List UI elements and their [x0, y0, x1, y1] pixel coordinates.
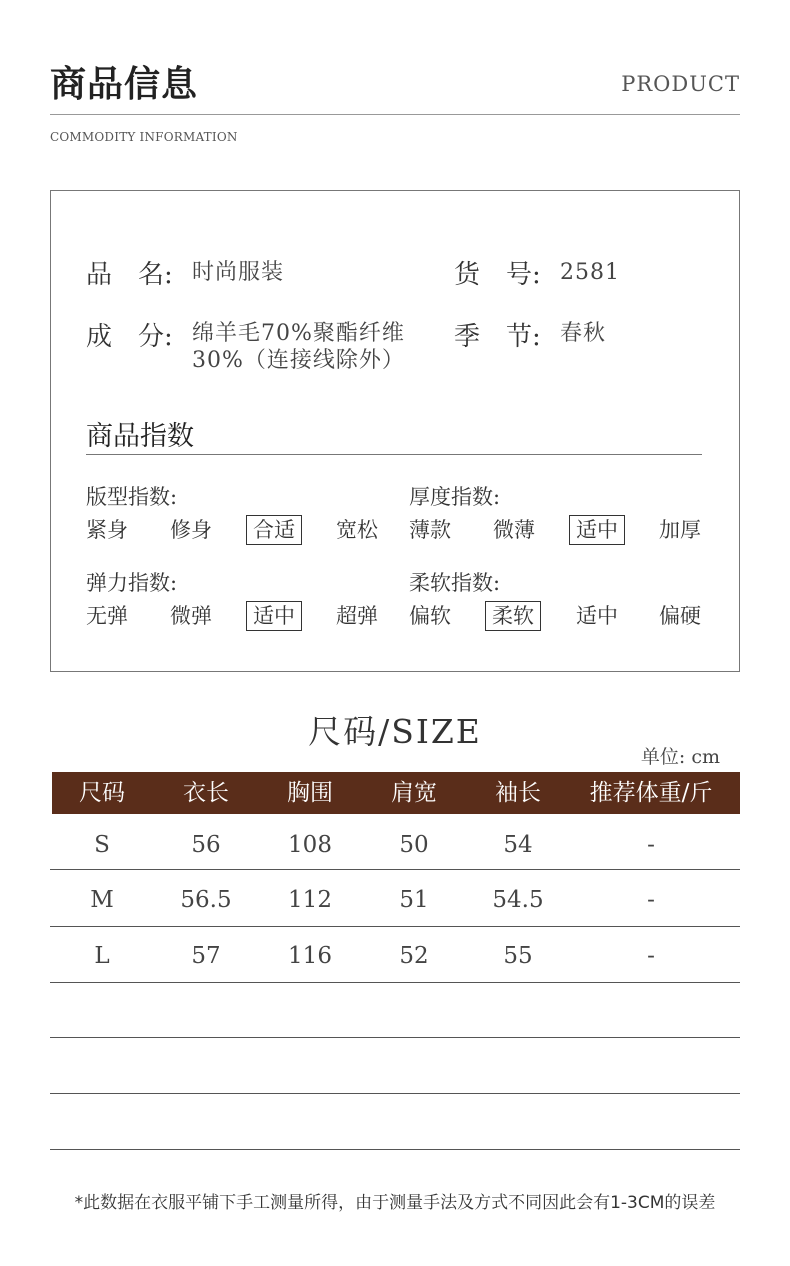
page-title: 商品信息: [50, 63, 199, 105]
header-cell: 肩宽: [391, 780, 437, 806]
table-cell: -: [647, 943, 655, 969]
row-divider: [50, 982, 740, 983]
header-cell: 袖长: [495, 780, 541, 806]
header-cell: 推荐体重/斤: [589, 780, 713, 806]
table-cell: 57: [191, 943, 221, 969]
table-cell: 55: [503, 943, 533, 969]
product-label: PRODUCT: [621, 72, 740, 96]
item-no-value: 2581: [560, 260, 620, 285]
fit-option: 修身: [170, 518, 212, 542]
index-divider: [86, 454, 702, 455]
softness-option: 适中: [576, 604, 618, 628]
composition-label: 成 分:: [86, 322, 173, 352]
header-cell: 衣长: [183, 780, 229, 806]
table-cell: 56.5: [180, 887, 232, 913]
softness-option-selected: 柔软: [485, 601, 541, 631]
row-divider: [50, 1149, 740, 1150]
table-cell: 116: [288, 943, 332, 969]
size-unit: 单位: cm: [640, 746, 720, 768]
fit-index-title: 版型指数:: [86, 485, 178, 509]
softness-option: 偏硬: [659, 604, 701, 628]
row-divider: [50, 869, 740, 870]
header-divider: [50, 114, 740, 115]
season-label: 季 节:: [454, 322, 541, 352]
table-cell: L: [94, 943, 110, 969]
elasticity-option-selected: 适中: [246, 601, 302, 631]
table-cell: -: [647, 887, 655, 913]
measurement-note: *此数据在衣服平铺下手工测量所得，由于测量手法及方式不同因此会有1-3CM的误差: [74, 1193, 716, 1213]
fit-option-selected: 合适: [246, 515, 302, 545]
row-divider: [50, 1093, 740, 1094]
table-cell: 54: [503, 832, 533, 858]
header-cell: 胸围: [287, 780, 333, 806]
table-cell: -: [647, 832, 655, 858]
elasticity-option: 超弹: [336, 604, 378, 628]
table-cell: M: [90, 887, 114, 913]
season-value: 春秋: [560, 321, 607, 346]
composition-line2: 30%（连接线除外）: [192, 348, 405, 373]
elasticity-option: 微弹: [170, 604, 212, 628]
thickness-option-selected: 适中: [569, 515, 625, 545]
table-cell: 51: [399, 887, 429, 913]
item-no-label: 货 号:: [454, 260, 541, 290]
header-cell: 尺码: [79, 780, 125, 806]
size-table-header: [52, 772, 740, 814]
thickness-option: 加厚: [659, 518, 701, 542]
commodity-subtitle: COMMODITY INFORMATION: [50, 130, 238, 144]
fit-option: 紧身: [86, 518, 128, 542]
name-value: 时尚服装: [192, 260, 285, 285]
table-cell: 56: [191, 832, 221, 858]
size-title: 尺码/SIZE: [308, 712, 482, 751]
index-section-title: 商品指数: [86, 421, 194, 452]
composition-line1: 绵羊毛70%聚酯纤维: [192, 321, 405, 346]
table-cell: S: [94, 832, 110, 858]
softness-index-title: 柔软指数:: [409, 571, 501, 595]
elasticity-index-title: 弹力指数:: [86, 571, 178, 595]
thickness-option: 薄款: [409, 518, 451, 542]
row-divider: [50, 926, 740, 927]
elasticity-option: 无弹: [86, 604, 128, 628]
table-cell: 108: [288, 832, 332, 858]
fit-option: 宽松: [336, 518, 378, 542]
softness-option: 偏软: [409, 604, 451, 628]
table-cell: 52: [399, 943, 429, 969]
table-cell: 112: [288, 887, 332, 913]
row-divider: [50, 1037, 740, 1038]
table-cell: 50: [399, 832, 429, 858]
name-label: 品 名:: [86, 260, 173, 290]
thickness-option: 微薄: [493, 518, 535, 542]
thickness-index-title: 厚度指数:: [409, 485, 501, 509]
table-cell: 54.5: [492, 887, 544, 913]
